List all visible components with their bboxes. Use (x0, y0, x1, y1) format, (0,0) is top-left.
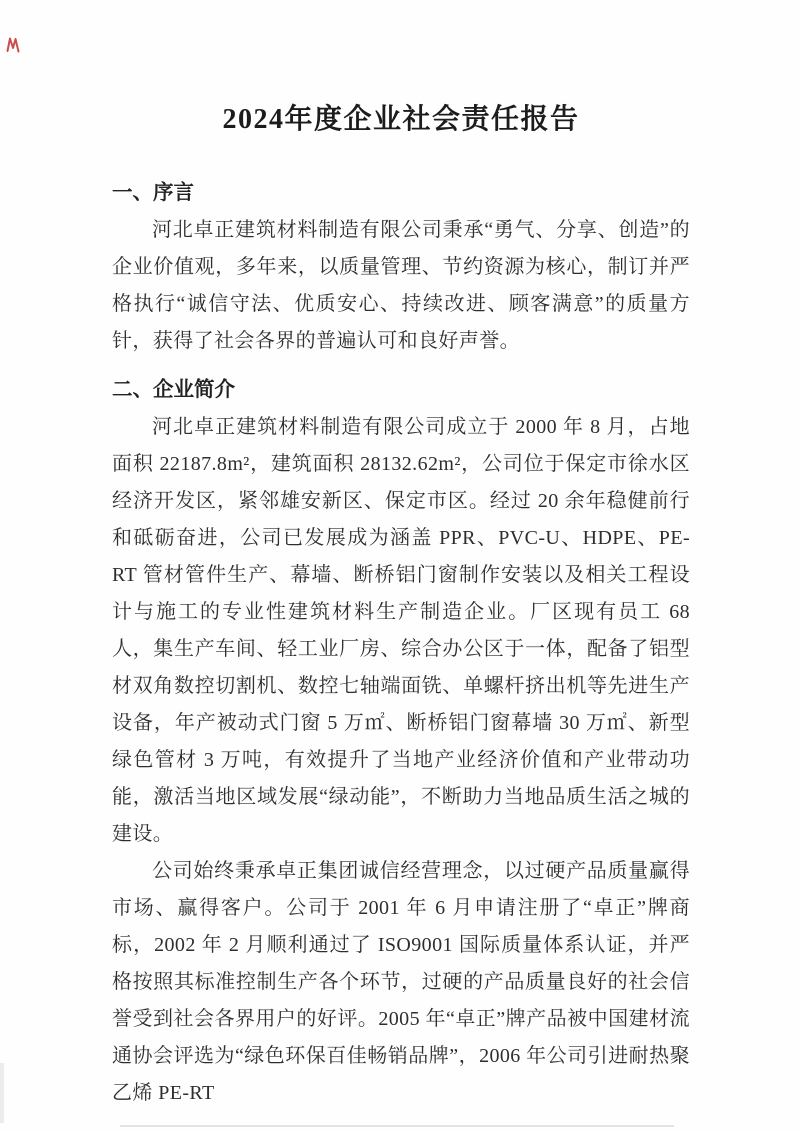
paragraph-company-overview: 河北卓正建筑材料制造有限公司成立于 2000 年 8 月，占地面积 22187.8m²，建筑面积 28132.62m²，公司位于保定市徐水区经济开发区，紧邻雄安新区、保定市区。经过 20 余年稳健前行和砥砺奋进，公司已发展成为涵盖 PPR、PVC-U、HDPE、PE-RT 管材管件生产、幕墙、断桥铝门窗制作安装以及相关工程设计与施工的专业性建筑材料生产制造企业。厂区现有员工 68 人，集生产车间、轻工业厂房、综合办公区于一体，配备了铝型材双角数控切割机、数控七轴端面铣、单螺杆挤出机等先进生产设备，年产被动式门窗 5 万㎡、断桥铝门窗幕墙 30 万㎡、新型绿色管材 3 万吨，有效提升了当地产业经济价值和产业带动功能，激活当地区域发展“绿动能”，不断助力当地品质生活之城的建设。 (112, 416, 690, 845)
document-title: 2024年度企业社会责任报告 (222, 104, 580, 135)
scan-artifact-bottom-edge (120, 1125, 674, 1127)
red-corner-mark (6, 36, 20, 54)
section-preface (112, 175, 690, 360)
section-heading-company-profile: 二、企业简介 (112, 379, 235, 401)
scan-artifact-left-edge (0, 1063, 4, 1123)
paragraph-company-honors: 公司始终秉承卓正集团诚信经营理念，以过硬产品质量赢得市场、赢得客户。公司于 2001 年 6 月申请注册了“卓正”牌商标，2002 年 2 月顺利通过了 ISO9001 国际质量体系认证，并严格按照其标准控制生产各个环节，过硬的产品质量良好的社会信誉受到社会各界用户的好评。2005 年“卓正”牌产品被中国建材流通协会评选为“绿色环保百佳畅销品牌”，2006 年公司引进耐热聚乙烯 PE-RT (112, 860, 690, 1104)
section-company-profile (112, 372, 690, 1112)
section-heading-preface: 一、序言 (112, 182, 194, 204)
paragraph-preface: 河北卓正建筑材料制造有限公司秉承“勇气、分享、创造”的企业价值观，多年来，以质量管理、节约资源为核心，制订并严格执行“诚信守法、优质安心、持续改进、顾客满意”的质量方针，获得了社会各界的普遍认可和良好声誉。 (112, 219, 690, 352)
